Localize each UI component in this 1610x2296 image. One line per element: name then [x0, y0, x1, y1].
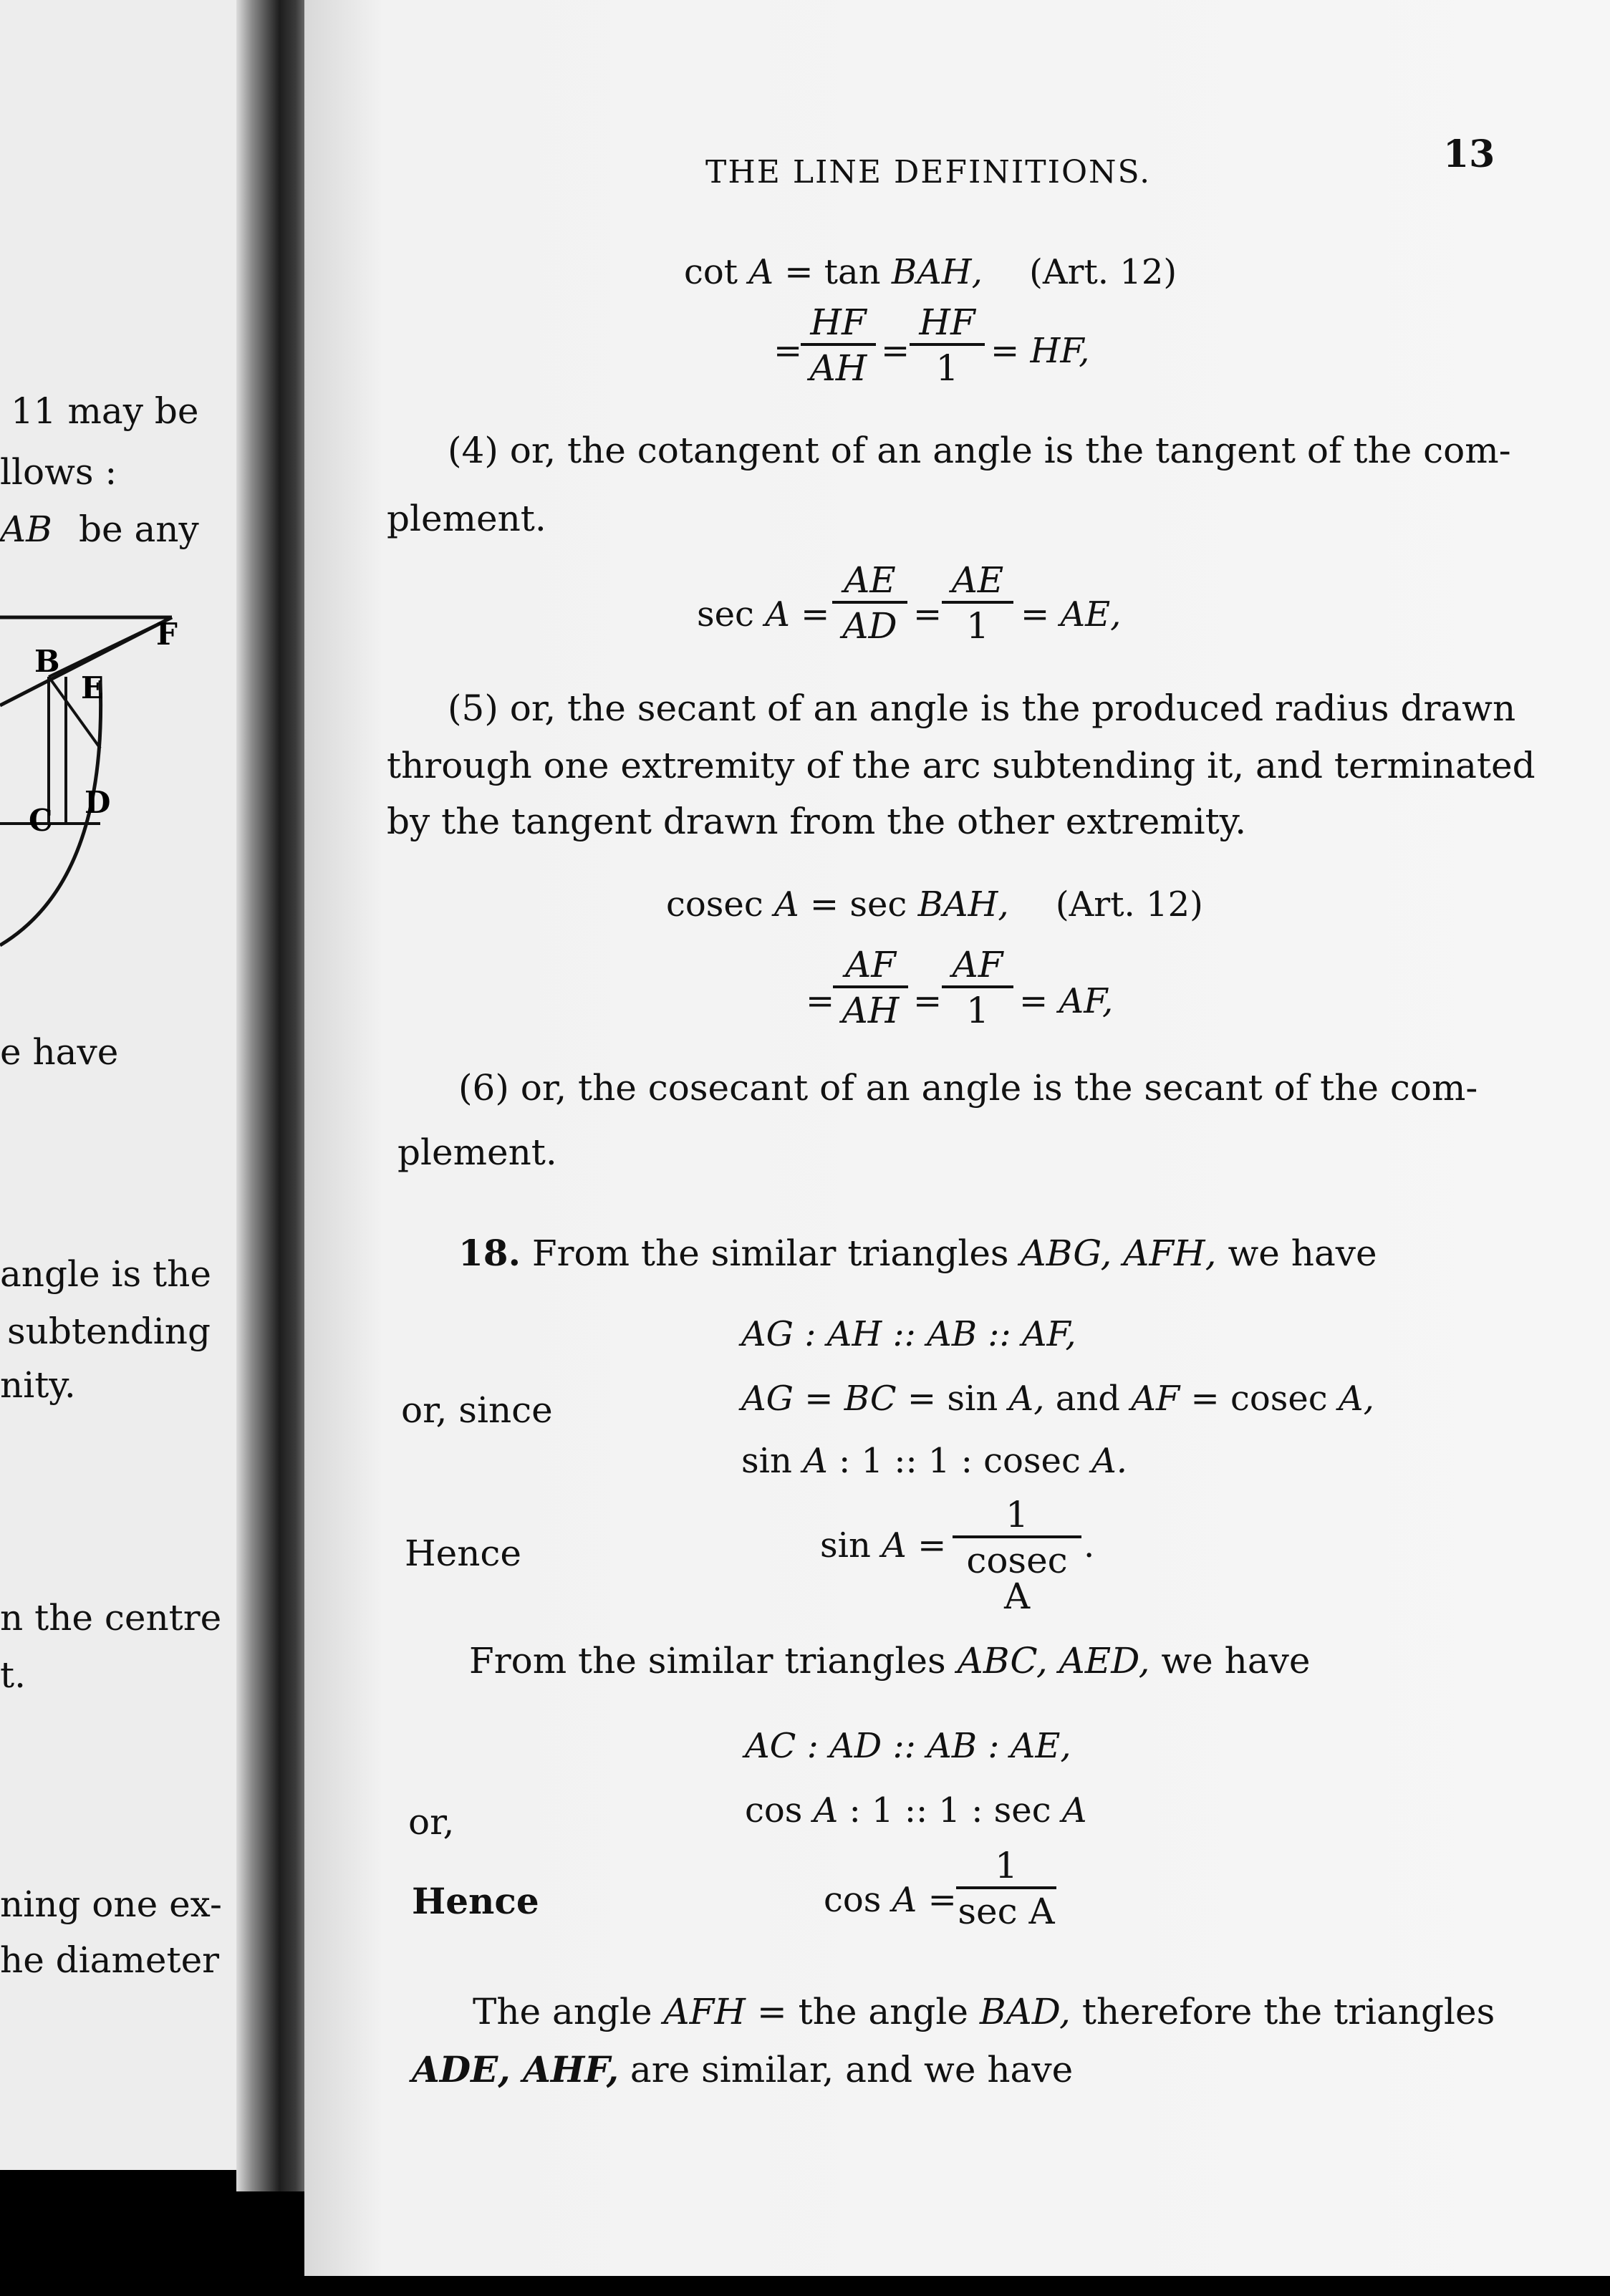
fraction-hf-1: HF 1	[910, 304, 985, 386]
left-fragment: nity.	[0, 1364, 76, 1406]
paragraph-4-line2: plement.	[387, 498, 546, 539]
proportion-ag-ah: AG : AH :: AB :: AF,	[741, 1314, 1076, 1354]
left-fragment: n the centre	[0, 1597, 222, 1639]
left-fragment: t.	[0, 1654, 26, 1696]
left-fragment: angle is the	[0, 1253, 211, 1295]
paragraph-6-line2: plement.	[397, 1132, 557, 1173]
equation-cosec-line1: cosec A = sec BAH, (Art. 12)	[666, 884, 1203, 925]
paragraph-4-line1: (4) or, the cotangent of an angle is the tangent of the com-	[448, 430, 1511, 471]
left-fragment: he diameter	[0, 1939, 220, 1981]
equals-sign: =	[881, 331, 910, 371]
equation-cos-lhs: cos A =	[824, 1880, 957, 1920]
equals-sign: =	[806, 981, 835, 1021]
hence-label: Hence	[405, 1533, 521, 1574]
equation-result: = AF,	[1019, 981, 1114, 1021]
fraction-1-cosec: 1 cosec A	[953, 1497, 1081, 1614]
equation-result: = HF,	[990, 331, 1090, 371]
similar-triangles-intro: From the similar triangles ABC, AED, we have	[469, 1640, 1311, 1682]
paragraph-5-line3: by the tangent drawn from the other extremity.	[387, 801, 1247, 842]
right-page	[304, 0, 1610, 2276]
left-fragment: e have	[0, 1031, 119, 1073]
left-page	[0, 0, 244, 2170]
or-since-label: or, since	[401, 1389, 553, 1431]
article-18-intro: 18. From the similar triangles ABG, AFH, we have	[458, 1232, 1377, 1274]
equation-sin-lhs: sin A =	[820, 1525, 947, 1566]
paragraph-6-line1: (6) or, the cosecant of an angle is the secant of the com-	[458, 1067, 1478, 1109]
equals-sign: =	[913, 981, 943, 1021]
proportion-cos-sec: cos A : 1 :: 1 : sec A	[745, 1790, 1087, 1830]
figure-label: D	[85, 785, 111, 820]
paragraph-5-line2: through one extremity of the arc subtending it, and terminated	[387, 745, 1536, 786]
fraction-ae-ad: AE AD	[832, 562, 907, 644]
left-fragment: llows :	[0, 451, 117, 493]
left-fragment: ning one ex-	[0, 1883, 222, 1925]
fraction-af-ah: AF AH	[833, 947, 908, 1028]
fraction-hf-ah: HF AH	[801, 304, 876, 386]
fraction-af-1: AF 1	[942, 947, 1013, 1028]
equation-cot-line1: cot A = tan BAH, (Art. 12)	[684, 252, 1177, 292]
page-number: 13	[1443, 132, 1495, 176]
figure-label: F	[156, 617, 178, 652]
figure-label: E	[81, 670, 105, 705]
figure-label: C	[29, 803, 53, 838]
left-fragment: AB	[0, 508, 52, 550]
equation-sec-lhs: sec A =	[697, 594, 830, 635]
final-line1: The angle AFH = the angle BAD, therefore the triangles	[473, 1991, 1495, 2032]
left-fragment: subtending	[7, 1311, 211, 1352]
figure-label: B	[34, 644, 60, 679]
fraction-1-sec: 1 sec A	[956, 1848, 1056, 1929]
equals-sign: =	[773, 331, 803, 371]
left-fragment: 11 may be	[11, 390, 199, 432]
paragraph-5-line1: (5) or, the secant of an angle is the produced radius drawn	[448, 688, 1516, 729]
left-fragment: be any	[79, 508, 199, 550]
proportion-ac-ad: AC : AD :: AB : AE,	[745, 1726, 1071, 1766]
book-gutter	[236, 0, 315, 2191]
hence-label: Hence	[412, 1880, 539, 1922]
page-header-title: THE LINE DEFINITIONS.	[705, 154, 1152, 190]
circle-figure	[0, 609, 244, 967]
equation-result: = AE,	[1021, 594, 1122, 635]
or-label: or,	[408, 1801, 455, 1843]
equation-ag-bc: AG = BC = sin A, and AF = cosec A,	[741, 1379, 1374, 1419]
equals-sign: =	[913, 594, 943, 635]
article-number: 18.	[458, 1232, 521, 1274]
period: .	[1084, 1525, 1095, 1566]
proportion-sin-cosec: sin A : 1 :: 1 : cosec A.	[741, 1441, 1128, 1481]
final-line2: ADE, AHF, are similar, and we have	[412, 2048, 1074, 2090]
fraction-ae-1: AE 1	[942, 562, 1013, 644]
